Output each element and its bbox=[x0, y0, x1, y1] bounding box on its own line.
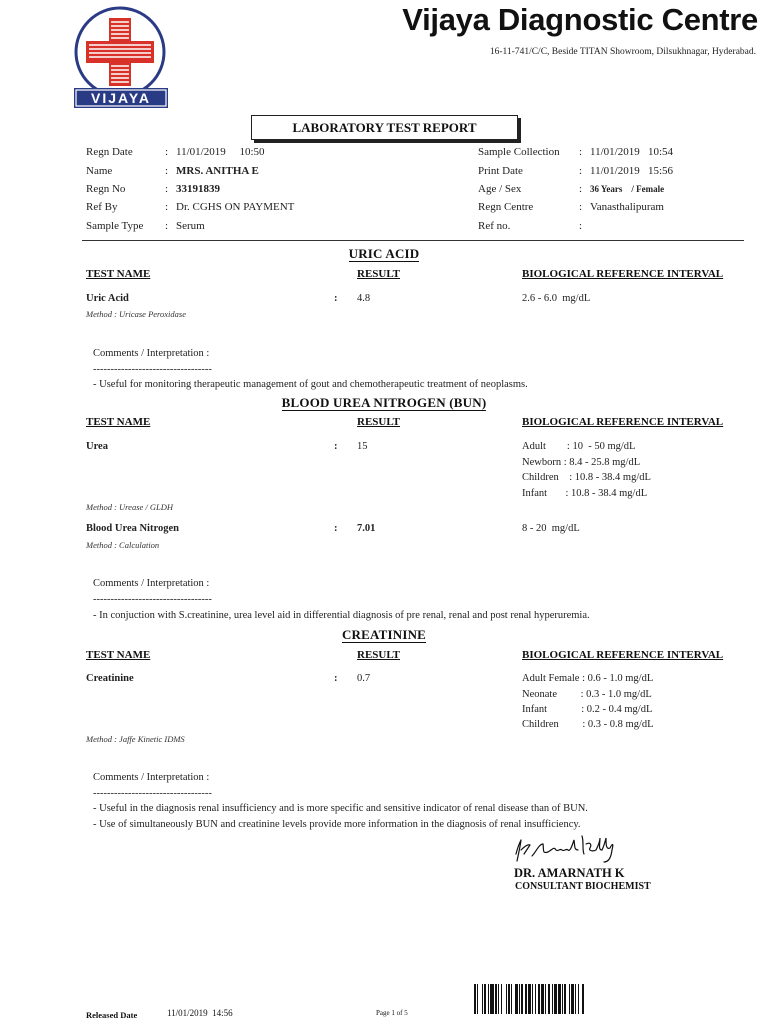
sample-type-value: Serum bbox=[176, 220, 205, 232]
comment-line: - In conjuction with S.creatinine, urea level aid in differential diagnosis of pre renal, renal and post renal hyperuremia. bbox=[93, 610, 590, 621]
print-date-label: Print Date bbox=[478, 165, 523, 177]
doctor-designation: CONSULTANT BIOCHEMIST bbox=[515, 881, 651, 892]
ref-no-label: Ref no. bbox=[478, 220, 511, 232]
comments-dashes: ---------------------------------- bbox=[93, 364, 212, 375]
colon: : bbox=[334, 293, 338, 304]
method-uric-acid: Method : Uricase Peroxidase bbox=[86, 309, 187, 319]
colon: : bbox=[579, 165, 583, 177]
col-result: RESULT bbox=[357, 416, 401, 428]
ref-by-label: Ref By bbox=[86, 201, 118, 213]
col-result: RESULT bbox=[357, 649, 401, 661]
sample-collection-label: Sample Collection bbox=[478, 146, 560, 158]
age-sex-value: 36 Years / Female bbox=[590, 184, 665, 194]
test-uric-acid: Uric Acid bbox=[86, 293, 129, 304]
colon: : bbox=[579, 220, 583, 232]
ref-by-value: Dr. CGHS ON PAYMENT bbox=[176, 201, 295, 213]
colon: : bbox=[579, 201, 583, 213]
regn-centre-label: Regn Centre bbox=[478, 201, 534, 213]
age-sex-label: Age / Sex bbox=[478, 183, 522, 195]
col-result: RESULT bbox=[357, 268, 401, 280]
test-urea: Urea bbox=[86, 441, 108, 452]
regn-no-label: Regn No bbox=[86, 183, 126, 195]
reference-urea-newborn: Newborn : 8.4 - 25.8 mg/dL bbox=[522, 457, 641, 468]
released-date-label: Released Date bbox=[86, 1010, 138, 1020]
reference-creatinine-infant: Infant : 0.2 - 0.4 mg/dL bbox=[522, 704, 653, 715]
comments-label: Comments / Interpretation : bbox=[93, 578, 210, 589]
result-urea: 15 bbox=[357, 441, 368, 452]
barcode bbox=[474, 984, 640, 1014]
reference-urea-adult: Adult : 10 - 50 mg/dL bbox=[522, 441, 636, 452]
sample-type-label: Sample Type bbox=[86, 220, 144, 232]
comments-dashes: ---------------------------------- bbox=[93, 788, 212, 799]
page-number: Page 1 of 5 bbox=[376, 1009, 408, 1017]
result-uric-acid: 4.8 bbox=[357, 293, 371, 304]
reference-urea-infant: Infant : 10.8 - 38.4 mg/dL bbox=[522, 488, 648, 499]
doctor-signature bbox=[512, 832, 622, 868]
doctor-name: DR. AMARNATH K bbox=[514, 866, 625, 880]
comments-label: Comments / Interpretation : bbox=[93, 348, 210, 359]
comment-line: - Useful for monitoring therapeutic management of gout and chemotherapeutic treatment of neoplasms. bbox=[93, 379, 528, 390]
regn-date-value: 11/01/2019 10:50 bbox=[176, 146, 265, 158]
colon: : bbox=[334, 523, 338, 534]
comments-dashes: ---------------------------------- bbox=[93, 594, 212, 605]
reference-uric-acid: 2.6 - 6.0 mg/dL bbox=[522, 293, 591, 304]
colon: : bbox=[165, 201, 169, 213]
comment-line: - Use of simultaneously BUN and creatinine levels provide more information in the diagnosis of renal insufficiency. bbox=[93, 819, 581, 830]
section-title-creatinine: CREATININE bbox=[341, 627, 427, 642]
colon: : bbox=[165, 220, 169, 232]
reference-creatinine-adult-female: Adult Female : 0.6 - 1.0 mg/dL bbox=[522, 673, 654, 684]
reference-bun: 8 - 20 mg/dL bbox=[522, 523, 580, 534]
divider bbox=[82, 240, 744, 241]
patient-name: MRS. ANITHA E bbox=[176, 165, 259, 177]
section-title-bun: BLOOD UREA NITROGEN (BUN) bbox=[281, 395, 487, 410]
print-date-value: 11/01/2019 15:56 bbox=[590, 165, 674, 177]
section-title-uric-acid: URIC ACID bbox=[348, 246, 420, 261]
sample-collection-value: 11/01/2019 10:54 bbox=[590, 146, 674, 158]
colon: : bbox=[334, 673, 338, 684]
method-bun: Method : Calculation bbox=[86, 540, 160, 550]
comment-line: - Useful in the diagnosis renal insufficiency and is more specific and sensitive indicator of renal disease than of BUN. bbox=[93, 803, 588, 814]
released-date-value: 11/01/2019 14:56 bbox=[167, 1008, 233, 1018]
regn-no-value: 33191839 bbox=[176, 183, 220, 195]
method-creatinine: Method : Jaffe Kinetic IDMS bbox=[86, 734, 185, 744]
col-reference: BIOLOGICAL REFERENCE INTERVAL bbox=[522, 416, 724, 428]
colon: : bbox=[165, 146, 169, 158]
method-urea: Method : Urease / GLDH bbox=[86, 502, 174, 512]
centre-name: Vijaya Diagnostic Centre bbox=[402, 2, 758, 37]
col-reference: BIOLOGICAL REFERENCE INTERVAL bbox=[522, 649, 724, 661]
reference-urea-children: Children : 10.8 - 38.4 mg/dL bbox=[522, 472, 651, 483]
result-creatinine: 0.7 bbox=[357, 673, 371, 684]
col-reference: BIOLOGICAL REFERENCE INTERVAL bbox=[522, 268, 724, 280]
test-blood-urea-nitrogen: Blood Urea Nitrogen bbox=[86, 523, 179, 534]
colon: : bbox=[165, 165, 169, 177]
centre-address: 16-11-741/C/C, Beside TITAN Showroom, Dilsukhnagar, Hyderabad. bbox=[489, 47, 756, 57]
comments-label: Comments / Interpretation : bbox=[93, 772, 210, 783]
reference-creatinine-children: Children : 0.3 - 0.8 mg/dL bbox=[522, 719, 654, 730]
colon: : bbox=[579, 146, 583, 158]
vijaya-logo bbox=[64, 4, 177, 112]
reference-creatinine-neonate: Neonate : 0.3 - 1.0 mg/dL bbox=[522, 689, 652, 700]
col-test-name: TEST NAME bbox=[86, 416, 151, 428]
col-test-name: TEST NAME bbox=[86, 649, 151, 661]
result-bun: 7.01 bbox=[357, 523, 376, 534]
logo-text: VIJAYA bbox=[90, 90, 151, 106]
colon: : bbox=[334, 441, 338, 452]
colon: : bbox=[579, 183, 583, 195]
col-test-name: TEST NAME bbox=[86, 268, 151, 280]
report-title: LABORATORY TEST REPORT bbox=[251, 115, 518, 140]
name-label: Name bbox=[86, 165, 113, 177]
test-creatinine: Creatinine bbox=[86, 673, 134, 684]
colon: : bbox=[165, 183, 169, 195]
regn-centre-value: Vanasthalipuram bbox=[590, 201, 664, 213]
regn-date-label: Regn Date bbox=[86, 146, 133, 158]
